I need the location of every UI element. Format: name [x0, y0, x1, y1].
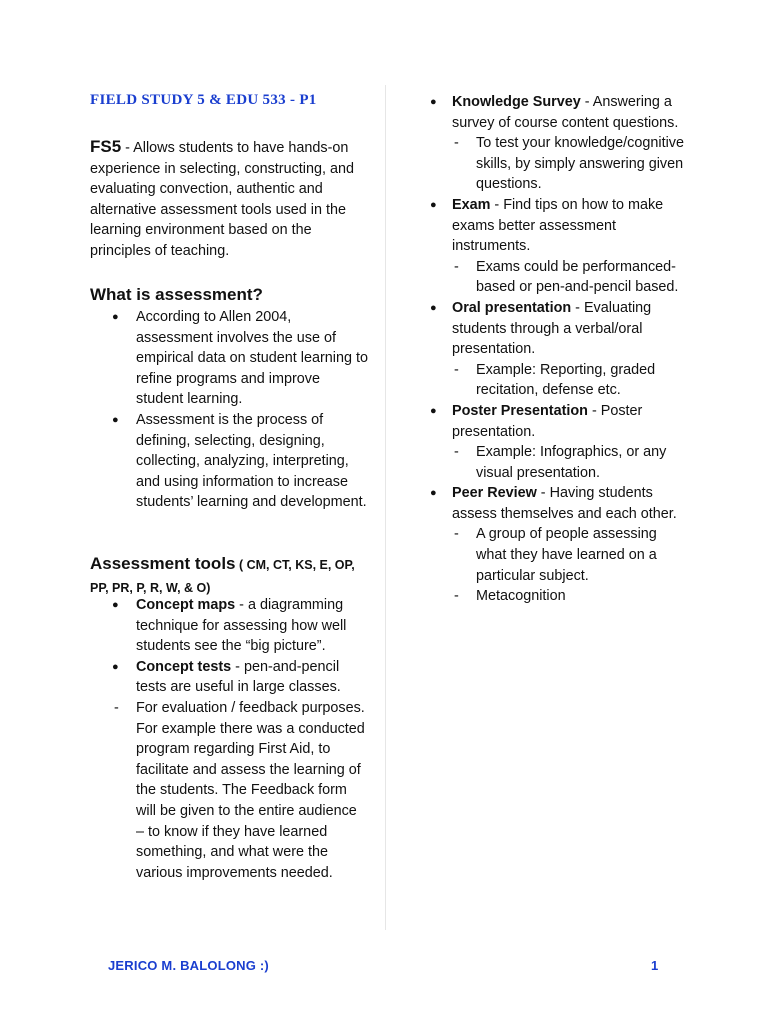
list-item: ● Knowledge Survey - Answering a survey of course content questions. - To test your knowledge/cognitive skills, by simply answering given questions.	[430, 92, 685, 195]
list-item: ● Concept tests - pen-and-pencil tests are useful in large classes.	[112, 658, 341, 696]
sub-item: - Example: Infographics, or any visual presentation.	[454, 444, 667, 481]
bullet-icon: ●	[430, 96, 437, 108]
list-item: ● Concept maps - a diagramming technique for assessing how well students see the “big picture”.	[112, 597, 347, 655]
dash-icon: -	[454, 258, 459, 275]
list-item: ● Poster Presentation - Poster presentation. - Example: Infographics, or any visual presentation.	[430, 401, 685, 483]
bullet-icon: ●	[430, 301, 437, 314]
bullet-icon: ●	[430, 198, 437, 211]
page-number: 1	[651, 958, 659, 973]
list-item: ● Assessment is the process of defining, selecting, designing, collecting, analyzing, interpreting, and using information to increase students’ learning and development.	[112, 411, 367, 511]
assessment-list	[90, 307, 368, 513]
tools-abbreviations: ( CM, CT, KS, E, OP, PP, PR, P, R, W, & O)	[90, 558, 355, 595]
sub-item: - Exams could be performanced-based or pen-and-pencil based.	[454, 258, 679, 296]
intro-text: - Allows students to have hands-on experience in selecting, constructing, and evaluating convection, authentic and alternative assessment tools used in the learning environment based on the principles of teaching.	[90, 140, 354, 259]
bullet-icon: ●	[112, 413, 119, 426]
dash-icon: -	[454, 135, 459, 152]
intro-term: FS5	[90, 137, 122, 156]
bullet-icon: ●	[112, 660, 119, 673]
document-title: FIELD STUDY 5 & EDU 533 - P1	[90, 92, 317, 108]
bullet-icon: ●	[112, 311, 119, 323]
assessment-heading: What is assessment?	[90, 285, 263, 304]
sub-item: - Metacognition	[430, 586, 685, 607]
dash-icon: -	[454, 526, 459, 543]
assessment-tools-heading: Assessment tools ( CM, CT, KS, E, OP, PP, PR, P, R, W, & O)	[90, 554, 355, 595]
dash-icon: -	[454, 588, 459, 605]
list-item: ● Peer Review - Having students assess themselves and each other. - A group of people assessing what they have learned on a particular subject. - Metacognition	[430, 483, 685, 607]
dash-icon: -	[454, 444, 459, 461]
sub-item: - Example: Reporting, graded recitation, defense etc.	[454, 361, 656, 399]
sub-item: - A group of people assessing what they have learned on a particular subject.	[454, 526, 657, 584]
sub-item: - To test your knowledge/cognitive skills, by simply answering given questions.	[454, 135, 684, 193]
tools-list	[90, 595, 368, 883]
list-item: ● Oral presentation - Evaluating students through a verbal/oral presentation. - Example: Reporting, graded recitation, defense etc.	[430, 298, 685, 401]
column-divider	[385, 85, 386, 930]
list-item: ● According to Allen 2004, assessment involves the use of empirical data on student learning to refine programs and improve student learning.	[112, 309, 368, 408]
bullet-icon: ●	[430, 404, 437, 417]
list-item: ● Exam - Find tips on how to make exams better assessment instruments. - Exams could be performanced-based or pen-and-pencil based.	[430, 195, 685, 298]
list-item: - For evaluation / feedback purposes. For example there was a conducted program regarding First Aid, to facilitate and assess the learning of the students. The Feedback form will be given to the entire audience – to know if they have learned something, and what were the various improvements needed.	[114, 699, 365, 881]
footer-author: JERICO M. BALOLONG :)	[108, 958, 269, 973]
right-tools-list	[430, 92, 685, 607]
dash-icon: -	[454, 361, 459, 378]
dash-icon: -	[114, 699, 119, 716]
intro-paragraph	[90, 137, 368, 262]
bullet-icon: ●	[112, 599, 119, 611]
bullet-icon: ●	[430, 487, 437, 500]
